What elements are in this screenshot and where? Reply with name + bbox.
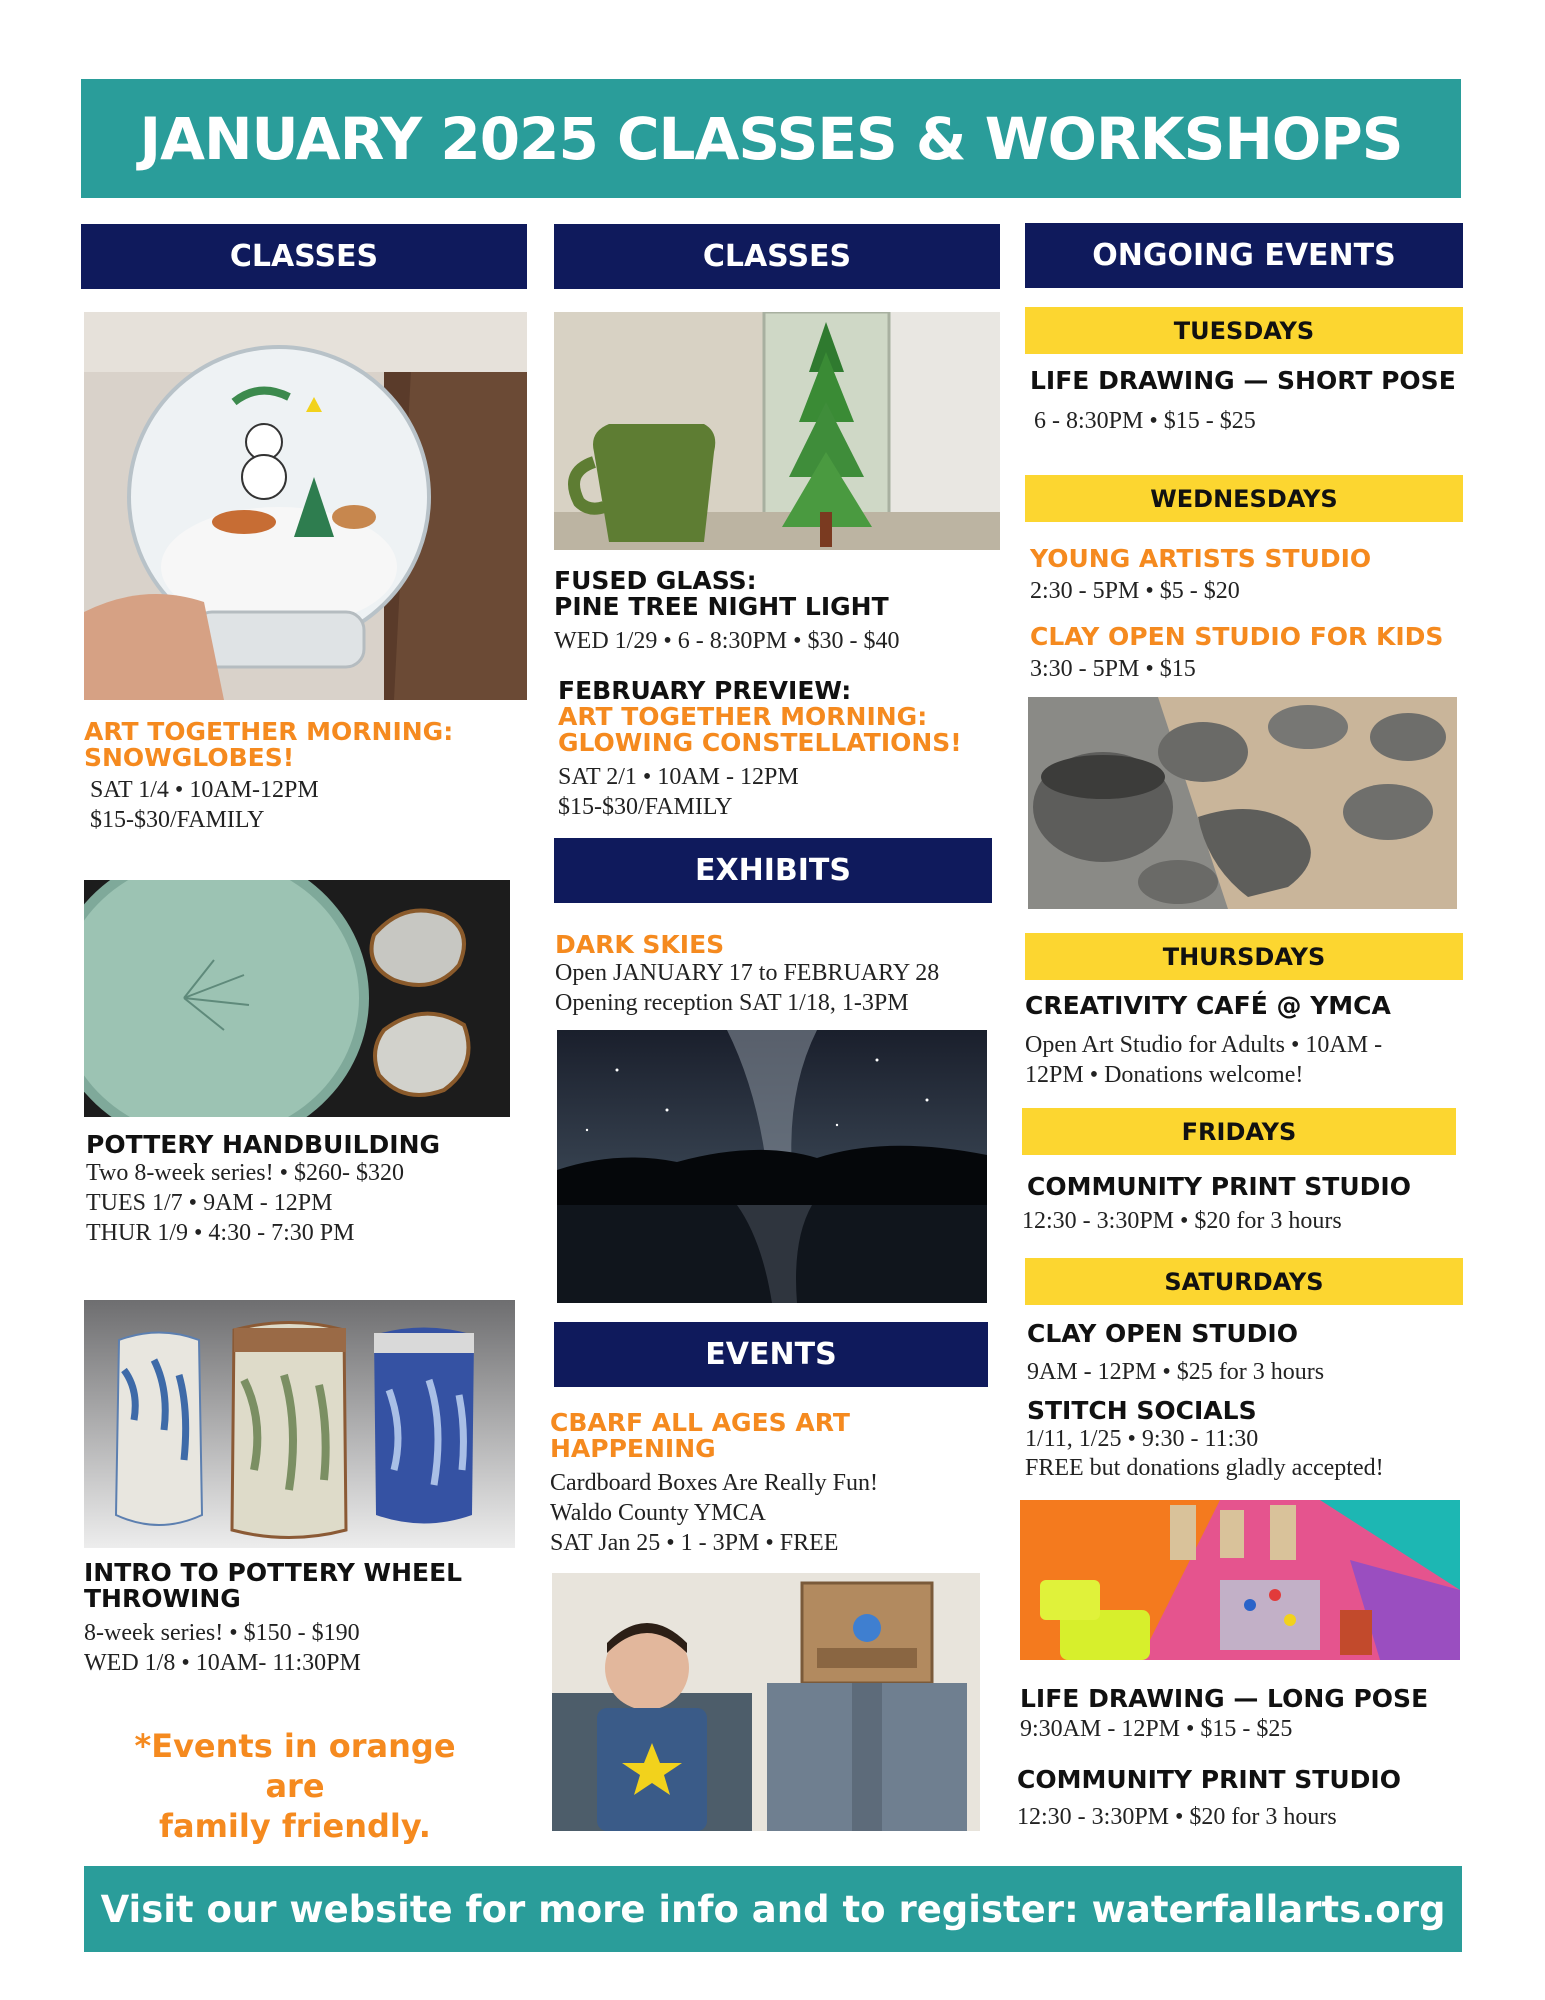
ongoing-events-header: ONGOING EVENTS xyxy=(1025,223,1463,288)
wheel-title xyxy=(84,1560,462,1612)
event-details xyxy=(550,1468,878,1558)
preview-title xyxy=(558,704,962,756)
fused-glass-details xyxy=(554,626,899,656)
wheel-details xyxy=(84,1618,361,1678)
tuesdays-details xyxy=(1034,406,1256,436)
detail-line: WED 1/8 • 10AM- 11:30PM xyxy=(84,1650,361,1676)
detail-line: 12PM • Donations welcome! xyxy=(1025,1062,1304,1088)
detail-line: SAT 1/4 • 10AM-12PM xyxy=(90,777,319,803)
preview-title-line: ART TOGETHER MORNING: xyxy=(558,702,928,731)
stitch-socials-photo xyxy=(1020,1500,1460,1660)
tuesdays-label: TUESDAYS xyxy=(1025,307,1463,354)
detail-line: 8-week series! • $150 - $190 xyxy=(84,1620,360,1646)
thursdays-title: CREATIVITY CAFÉ @ YMCA xyxy=(1025,991,1391,1020)
fused-glass-title-line: FUSED GLASS: xyxy=(554,566,757,595)
event-title-line: HAPPENING xyxy=(550,1434,716,1463)
thursdays-label: THURSDAYS xyxy=(1025,933,1463,980)
detail-line: THUR 1/9 • 4:30 - 7:30 PM xyxy=(86,1220,355,1246)
preview-details xyxy=(558,762,799,822)
exhibit-title xyxy=(555,932,724,958)
wednesdays-item-title: CLAY OPEN STUDIO FOR KIDS xyxy=(1030,622,1444,651)
detail-line: $15-$30/FAMILY xyxy=(90,807,265,833)
wednesdays-item-title: YOUNG ARTISTS STUDIO xyxy=(1030,544,1372,573)
fused-glass-photo xyxy=(554,312,1000,550)
thursdays-details xyxy=(1025,1030,1382,1090)
event-title-line: CBARF ALL AGES ART xyxy=(550,1408,850,1437)
fridays-label: FRIDAYS xyxy=(1022,1108,1456,1155)
detail-line: Cardboard Boxes Are Really Fun! xyxy=(550,1470,878,1496)
tuesdays-title: LIFE DRAWING — SHORT POSE xyxy=(1030,366,1456,395)
clay-kids-photo xyxy=(1028,697,1457,909)
wheel-title-line: THROWING xyxy=(84,1584,241,1613)
snowglobe-photo xyxy=(84,312,527,700)
detail-line: Two 8-week series! • $260- $320 xyxy=(86,1160,404,1186)
wednesdays-label: WEDNESDAYS xyxy=(1025,475,1463,522)
snowglobe-title xyxy=(84,719,453,771)
saturdays-item-details xyxy=(1027,1357,1324,1387)
snowglobe-title-line: ART TOGETHER MORNING: xyxy=(84,717,454,746)
saturdays-item-title: LIFE DRAWING — LONG POSE xyxy=(1020,1684,1429,1713)
wheel-title-line: INTRO TO POTTERY WHEEL xyxy=(84,1558,463,1587)
classes-header-col1: CLASSES xyxy=(81,224,527,289)
exhibits-header: EXHIBITS xyxy=(554,838,992,903)
website-footer[interactable]: Visit our website for more info and to register: waterfallarts.org xyxy=(84,1866,1462,1952)
detail-line: 1/11, 1/25 • 9:30 - 11:30 xyxy=(1025,1426,1259,1452)
preview-title-line: GLOWING CONSTELLATIONS! xyxy=(558,728,962,757)
detail-line: FREE but donations gladly accepted! xyxy=(1025,1455,1384,1481)
wednesdays-item-details xyxy=(1030,576,1240,606)
detail-line: 3:30 - 5PM • $15 xyxy=(1030,656,1196,682)
cardboard-event-photo xyxy=(552,1573,980,1831)
saturdays-item-details xyxy=(1020,1714,1292,1744)
detail-line: Open Art Studio for Adults • 10AM - xyxy=(1025,1032,1383,1058)
page-title: JANUARY 2025 CLASSES & WORKSHOPS xyxy=(81,79,1461,198)
handbuilding-title xyxy=(86,1132,440,1158)
detail-line: TUES 1/7 • 9AM - 12PM xyxy=(86,1190,333,1216)
classes-header-col2: CLASSES xyxy=(554,224,1000,289)
exhibit-title-line: DARK SKIES xyxy=(555,930,725,959)
wednesdays-item-details xyxy=(1030,654,1196,684)
detail-line: SAT 2/1 • 10AM - 12PM xyxy=(558,764,799,790)
detail-line: 12:30 - 3:30PM • $20 for 3 hours xyxy=(1022,1208,1342,1234)
saturdays-item-title: STITCH SOCIALS xyxy=(1027,1396,1257,1425)
saturdays-item-title: CLAY OPEN STUDIO xyxy=(1027,1319,1298,1348)
detail-line: 9AM - 12PM • $25 for 3 hours xyxy=(1027,1359,1325,1385)
saturdays-label: SATURDAYS xyxy=(1025,1258,1463,1305)
saturdays-item-title: COMMUNITY PRINT STUDIO xyxy=(1017,1765,1401,1794)
detail-line: $15-$30/FAMILY xyxy=(558,794,733,820)
fridays-details xyxy=(1022,1206,1342,1236)
detail-line: 6 - 8:30PM • $15 - $25 xyxy=(1034,408,1256,434)
fused-glass-title-line: PINE TREE NIGHT LIGHT xyxy=(554,592,889,621)
fridays-title: COMMUNITY PRINT STUDIO xyxy=(1027,1172,1411,1201)
dark-skies-photo xyxy=(557,1030,987,1303)
pottery-wheel-photo xyxy=(84,1300,515,1548)
events-header: EVENTS xyxy=(554,1322,988,1387)
detail-line: Waldo County YMCA xyxy=(550,1500,766,1526)
saturdays-item-details xyxy=(1017,1802,1337,1832)
family-friendly-note xyxy=(110,1726,480,1846)
detail-line: SAT Jan 25 • 1 - 3PM • FREE xyxy=(550,1530,839,1556)
handbuilding-title-line: POTTERY HANDBUILDING xyxy=(86,1130,441,1159)
snowglobe-title-line: SNOWGLOBES! xyxy=(84,743,295,772)
detail-line: Opening reception SAT 1/18, 1-3PM xyxy=(555,990,909,1016)
detail-line: 12:30 - 3:30PM • $20 for 3 hours xyxy=(1017,1804,1337,1830)
detail-line: 2:30 - 5PM • $5 - $20 xyxy=(1030,578,1240,604)
pottery-handbuilding-photo xyxy=(84,880,510,1117)
detail-line: WED 1/29 • 6 - 8:30PM • $30 - $40 xyxy=(554,628,900,654)
saturdays-item-details xyxy=(1025,1425,1384,1483)
february-preview-label: FEBRUARY PREVIEW: xyxy=(558,676,852,705)
detail-line: Open JANUARY 17 to FEBRUARY 28 xyxy=(555,960,940,986)
note-line: family friendly. xyxy=(159,1807,431,1845)
handbuilding-details xyxy=(86,1158,404,1248)
event-title xyxy=(550,1410,850,1462)
fused-glass-title xyxy=(554,568,889,620)
note-line: *Events in orange are xyxy=(134,1727,456,1805)
exhibit-details xyxy=(555,958,939,1018)
snowglobe-details xyxy=(90,775,319,835)
detail-line: 9:30AM - 12PM • $15 - $25 xyxy=(1020,1716,1293,1742)
